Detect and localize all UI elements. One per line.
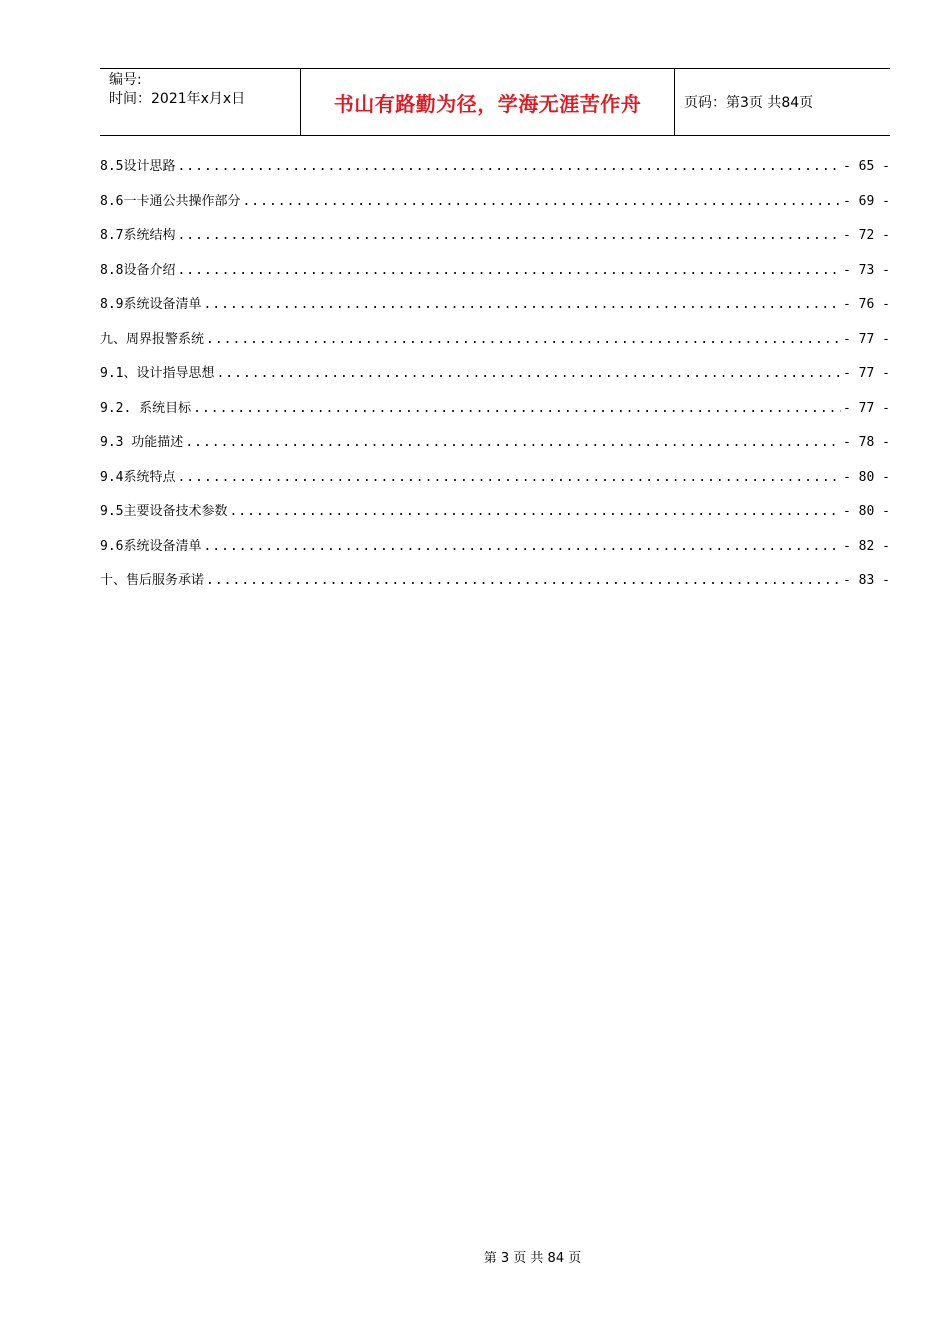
toc-entry[interactable] — [100, 500, 890, 535]
toc-entry-title: 九、周界报警系统 — [100, 331, 205, 347]
toc-entry-page: - 69 - — [843, 193, 890, 209]
toc-entry-page: - 73 - — [843, 262, 890, 278]
toc-leader-dots — [216, 366, 841, 381]
toc-entry-title: 9.2. 系统目标 — [100, 400, 192, 416]
toc-leader-dots — [242, 194, 841, 209]
footer-page-number: 第 3 页 共 84 页 — [483, 1251, 582, 1266]
toc-leader-dots — [193, 401, 841, 416]
page-footer — [0, 1247, 950, 1266]
table-of-contents — [100, 155, 890, 604]
toc-entry-page: - 82 - — [843, 538, 890, 554]
toc-entry-title: 9.3 功能描述 — [100, 435, 184, 450]
toc-entry[interactable] — [100, 535, 890, 570]
toc-leader-dots — [206, 573, 841, 588]
header-page-label: 页码：第3页 共84页 — [684, 95, 814, 111]
toc-leader-dots — [177, 470, 841, 485]
toc-entry-title: 8.9系统设备清单 — [100, 297, 202, 312]
toc-entry-title: 8.6一卡通公共操作部分 — [100, 193, 241, 209]
toc-entry[interactable] — [100, 397, 890, 432]
toc-leader-dots — [203, 539, 841, 554]
toc-entry-page: - 80 - — [843, 469, 890, 485]
toc-entry-page: - 77 - — [843, 400, 890, 416]
toc-entry[interactable] — [100, 362, 890, 397]
toc-entry-page: - 77 - — [843, 366, 890, 381]
toc-entry[interactable] — [100, 293, 890, 328]
toc-entry[interactable] — [100, 259, 890, 294]
toc-entry-title: 9.6系统设备清单 — [100, 538, 202, 554]
toc-entry[interactable] — [100, 155, 890, 190]
toc-entry[interactable] — [100, 224, 890, 259]
toc-entry[interactable] — [100, 328, 890, 363]
toc-entry-title: 十、售后服务承诺 — [100, 573, 205, 588]
toc-entry-page: - 77 - — [843, 331, 890, 347]
toc-entry-page: - 78 - — [843, 435, 890, 450]
toc-entry[interactable] — [100, 466, 890, 501]
toc-entry-page: - 65 - — [843, 159, 890, 174]
toc-leader-dots — [177, 159, 841, 174]
toc-entry-title: 9.1、设计指导思想 — [100, 366, 215, 381]
toc-leader-dots — [177, 263, 841, 278]
toc-entry-page: - 80 - — [843, 504, 890, 519]
toc-entry-title: 8.5设计思路 — [100, 159, 176, 174]
toc-entry-page: - 76 - — [843, 297, 890, 312]
toc-entry-title: 9.4系统特点 — [100, 469, 176, 485]
toc-leader-dots — [177, 228, 841, 243]
header-date: 时间：2021年x月x日 — [109, 91, 246, 107]
header-number: 编号: — [109, 72, 142, 88]
toc-leader-dots — [229, 504, 841, 519]
toc-leader-dots — [185, 435, 841, 450]
header-meta — [100, 69, 301, 135]
toc-entry-page: - 83 - — [843, 573, 890, 588]
toc-entry-page: - 72 - — [843, 228, 890, 243]
toc-entry-title: 9.5主要设备技术参数 — [100, 504, 228, 519]
toc-entry[interactable] — [100, 431, 890, 466]
header-motto: 书山有路勤为径，学海无涯苦作舟 — [301, 69, 675, 135]
toc-entry[interactable] — [100, 190, 890, 225]
toc-entry-title: 8.8设备介绍 — [100, 262, 176, 278]
toc-entry[interactable] — [100, 569, 890, 604]
toc-entry-title: 8.7系统结构 — [100, 228, 176, 243]
page-header — [100, 68, 890, 136]
toc-leader-dots — [203, 297, 841, 312]
toc-leader-dots — [206, 332, 841, 347]
